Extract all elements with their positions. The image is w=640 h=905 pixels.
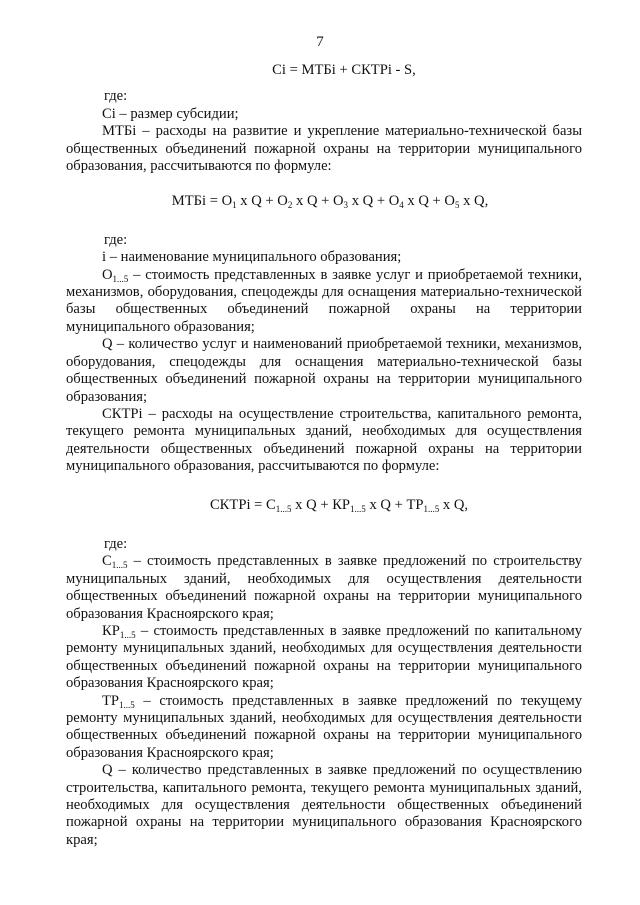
definition-tr-symbol: ТР xyxy=(102,692,120,709)
formula-mtbi-sub3: 3 xyxy=(343,200,349,211)
definition-q-1: Q – количество услуг и наименований приобретаемой техники, механизмов, оборудования, спецодежды для оснащения материально-технической базы общественных объединений пожарной охраны на территории муниципального образования; xyxy=(66,336,582,405)
formula-mtbi xyxy=(66,193,582,210)
definition-sktri: СКТРi – расходы на осуществление строительства, капитального ремонта, текущего ремонта муниципальных зданий, необходимых для осуществления деятельности общественных объединений пожарной охраны на территории муниципального образования, рассчитываются по формуле: xyxy=(66,405,582,475)
definition-tr-sub: 1...5 xyxy=(119,699,135,710)
formula-sktri-sub3: 1...5 xyxy=(423,503,440,514)
where-label-1: где: xyxy=(104,88,128,105)
formula-mtbi-part1: x Q + O xyxy=(236,193,288,210)
formula-sktri-mid1: x Q + КР xyxy=(291,496,351,513)
definition-o-sub: 1...5 xyxy=(112,273,129,284)
formula-mtbi-lead: МТБi = O xyxy=(171,193,233,210)
formula-sktri-tail: x Q, xyxy=(439,496,469,513)
formula-mtbi-part3: x Q + O xyxy=(348,193,400,210)
definition-kr-sub: 1...5 xyxy=(119,629,136,640)
formula-sktri-lead: СКТРi = C xyxy=(209,496,276,513)
definition-o xyxy=(66,267,582,337)
formula-sktri-sub1: 1...5 xyxy=(275,503,292,514)
definition-i: i – наименование муниципального образования; xyxy=(102,249,402,266)
definition-q-2: Q – количество представленных в заявке предложений по осуществлению строительства, капитального ремонта, текущего ремонта муниципальных зданий, необходимых для осуществления деятельности общественных объединений пожарной охраны на территории муниципального образования Красноярского края; xyxy=(66,762,582,848)
where-label-2: где: xyxy=(104,231,128,248)
formula-mtbi-sub1: 1 xyxy=(232,200,237,211)
formula-mtbi-sub5: 5 xyxy=(454,200,460,211)
definition-kr xyxy=(66,623,582,693)
formula-mtbi-sub4: 4 xyxy=(399,200,404,211)
formula-sktri-sub2: 1...5 xyxy=(350,503,366,514)
definition-kr-symbol: КР xyxy=(102,622,120,639)
formula-mtbi-part2: x Q + O xyxy=(292,193,344,210)
page-number: 7 xyxy=(316,34,324,50)
definition-c xyxy=(66,553,582,623)
definition-o-text: – стоимость представленных в заявке услуг и приобретаемой техники, механизмов, оборудования, спецодежды для оснащения материально-технической базы общественных объединений пожарной охраны на территории муниципального образования; xyxy=(66,266,582,335)
definition-o-symbol: O xyxy=(102,266,113,283)
definition-tr xyxy=(66,693,582,763)
formula-mtbi-sub2: 2 xyxy=(287,200,293,211)
definition-c-text: – стоимость представленных в заявке предложений по строительству муниципальных зданий, необходимых для осуществления деятельности общественных объединений пожарной охраны на территории муниципального образования Красноярского края; xyxy=(66,553,582,622)
formula-mtbi-part4: x Q + O xyxy=(403,193,455,210)
definition-c-sub: 1...5 xyxy=(111,560,128,571)
document-body xyxy=(66,62,582,849)
formula-mtbi-part5: x Q, xyxy=(459,193,489,210)
definition-ci: Ci – размер субсидии; xyxy=(102,105,239,122)
formula-sktri xyxy=(66,497,582,514)
definition-kr-text: – стоимость представленных в заявке предложений по капитальному ремонту муниципальных зданий, необходимых для осуществления деятельности общественных объединений пожарной охраны на территории муниципального образования Красноярского края; xyxy=(66,622,582,692)
formula-sktri-mid2: x Q + ТР xyxy=(365,496,424,513)
formula-ci: Ci = МТБi + СКТРi - S, xyxy=(272,62,416,78)
where-label-3: где: xyxy=(104,535,128,552)
definition-c-symbol: C xyxy=(102,553,112,570)
definition-mtbi: МТБi – расходы на развитие и укрепление материально-технической базы общественных объединений пожарной охраны на территории муниципального образования, рассчитываются по формуле: xyxy=(66,123,582,175)
definition-tr-text: – стоимость представленных в заявке предложений по текущему ремонту муниципальных зданий, необходимых для осуществления деятельности общественных объединений пожарной охраны на территории муниципального образования Красноярского края; xyxy=(66,692,582,761)
